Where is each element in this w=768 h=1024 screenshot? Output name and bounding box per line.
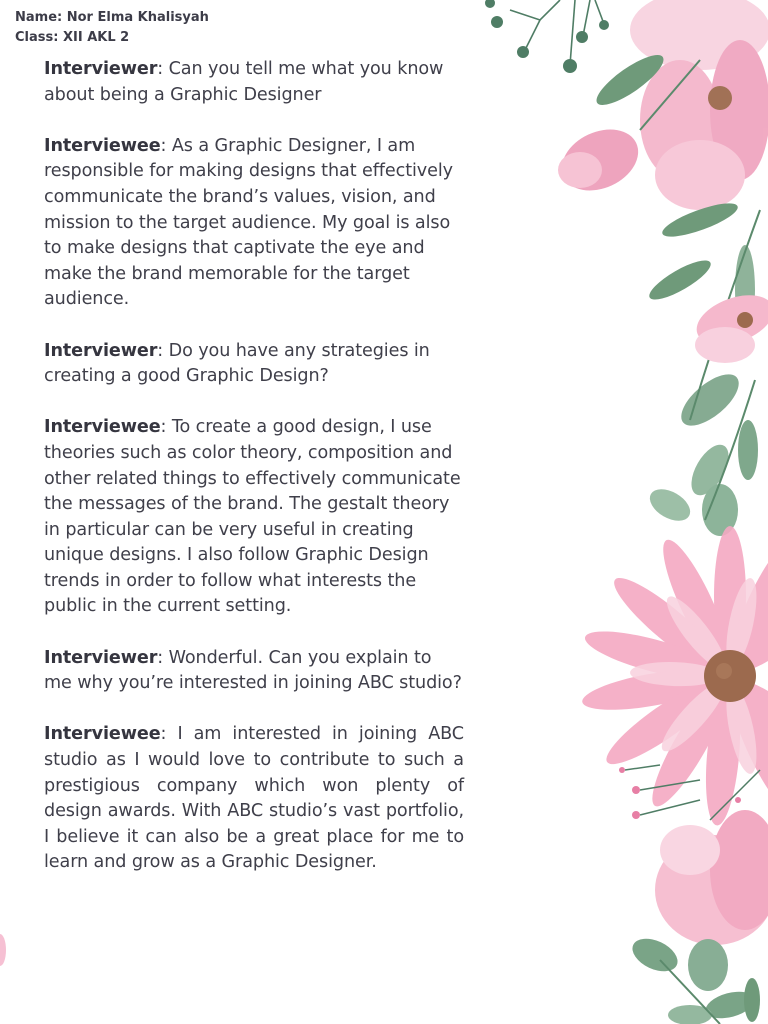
dialog-text: : Do you have any strategies in creating a good Graphic Design? xyxy=(44,340,430,387)
dialog-entry xyxy=(44,339,464,390)
speaker-label: Interviewer xyxy=(44,59,158,79)
dialog-text: : To create a good design, I use theories such as color theory, composition and other related things to effectively communicate the messages of the brand. The gestalt theory in particular can be very useful in creating unique designs. I also follow Graphic Design trends in order to follow what interests the public in the current setting. xyxy=(44,417,461,617)
speaker-label: Interviewer xyxy=(44,647,158,668)
document-header xyxy=(15,8,209,48)
dialog-entry xyxy=(44,415,464,620)
pink-flower-bottom xyxy=(655,810,768,945)
student-name: Name: Nor Elma Khalisyah xyxy=(15,10,209,25)
dialog-entry xyxy=(44,134,464,313)
dialog-text: : As a Graphic Designer, I am responsible for making designs that effectively communicate the brand’s values, vision, and mission to the target audience. My goal is also to make designs that captivate the eye and make the brand memorable for the target audience. xyxy=(44,135,453,310)
student-class: Class: XII AKL 2 xyxy=(15,30,130,45)
dialog-text: : Wonderful. Can you explain to me why you’re interested in joining ABC studio? xyxy=(44,647,462,694)
dialog-entry xyxy=(44,57,464,108)
interview-transcript xyxy=(44,57,464,902)
pink-daisy-flower xyxy=(580,526,768,827)
dialog-entry xyxy=(44,722,464,876)
dialog-text: : I am interested in joining ABC studio as I would love to contribute to such a prestigious company which won plenty of design awards. With ABC studio’s vast portfolio, I believe it can also be a great place for me to learn and grow as a Graphic Designer. xyxy=(44,724,464,873)
leaves-lower xyxy=(627,932,760,1024)
dialog-entry xyxy=(44,646,464,697)
speaker-label: Interviewee xyxy=(44,417,161,438)
speaker-label: Interviewee xyxy=(44,724,161,745)
floral-border xyxy=(470,0,768,1024)
dialog-text: : Can you tell me what you know about being a Graphic Designer xyxy=(44,59,444,105)
decorative-petal xyxy=(0,930,8,970)
speaker-label: Interviewee xyxy=(44,135,161,156)
speaker-label: Interviewer xyxy=(44,340,158,361)
